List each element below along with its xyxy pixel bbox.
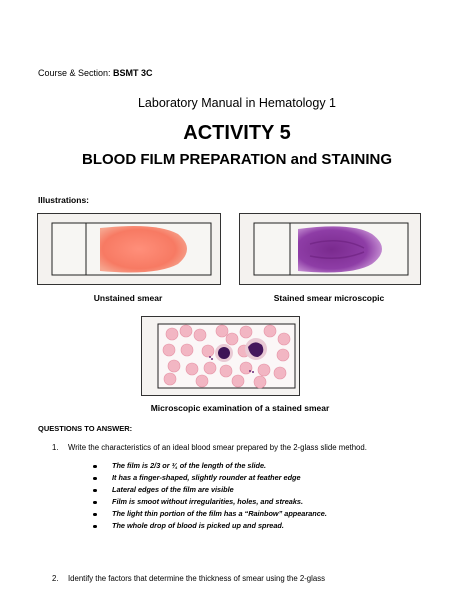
stained-smear-caption: Stained smear microscopic: [273, 293, 385, 303]
list-item: [90, 484, 327, 496]
stained-smear-image: [239, 213, 421, 285]
bullet-icon: [93, 513, 97, 517]
list-item: [90, 520, 327, 532]
list-item: [90, 460, 327, 472]
unstained-slide-graphic: [38, 214, 220, 284]
illustrations-heading: Illustrations:: [38, 195, 90, 205]
bullet-icon: [93, 477, 97, 481]
question-1-number: 1.: [52, 443, 59, 452]
course-section: [38, 68, 153, 78]
bullet-icon: [93, 465, 97, 469]
course-label: Course & Section:: [38, 68, 114, 78]
questions-heading: QUESTIONS TO ANSWER:: [38, 424, 133, 433]
answer-text: It has a finger-shaped, slightly rounder at feather edge: [112, 473, 301, 482]
answer-list: [90, 460, 327, 532]
unstained-smear-image: [37, 213, 221, 285]
question-2-text: Identify the factors that determine the thickness of smear using the 2-glass: [68, 574, 325, 583]
page-title: BLOOD FILM PREPARATION and STAINING: [82, 151, 392, 168]
answer-text: The whole drop of blood is picked up and spread.: [112, 521, 284, 530]
list-item: [90, 508, 327, 520]
unstained-smear-caption: Unstained smear: [93, 293, 163, 303]
bullet-icon: [93, 501, 97, 505]
question-2: [52, 574, 325, 583]
microscopic-slide-graphic: [142, 317, 299, 395]
microscopic-caption: Microscopic examination of a stained smear: [150, 403, 330, 413]
manual-title: Laboratory Manual in Hematology 1: [137, 96, 337, 110]
answer-text: The film is 2/3 or ¾ of the length of the slide.: [112, 461, 267, 470]
question-1: [52, 443, 367, 452]
stained-slide-graphic: [240, 214, 420, 284]
answer-text: The light thin portion of the film has a “Rainbow” appearance.: [112, 509, 327, 518]
question-1-text: Write the characteristics of an ideal blood smear prepared by the 2-glass slide method.: [68, 443, 367, 452]
activity-number: ACTIVITY 5: [183, 122, 291, 144]
bullet-icon: [93, 489, 97, 493]
question-2-number: 2.: [52, 574, 59, 583]
course-value: BSMT 3C: [113, 68, 153, 78]
microscopic-image: [141, 316, 300, 396]
bullet-icon: [93, 525, 97, 529]
answer-text: Film is smoot without irregularities, holes, and streaks.: [112, 497, 303, 506]
answer-text: Lateral edges of the film are visible: [112, 485, 234, 494]
list-item: [90, 496, 327, 508]
list-item: [90, 472, 327, 484]
